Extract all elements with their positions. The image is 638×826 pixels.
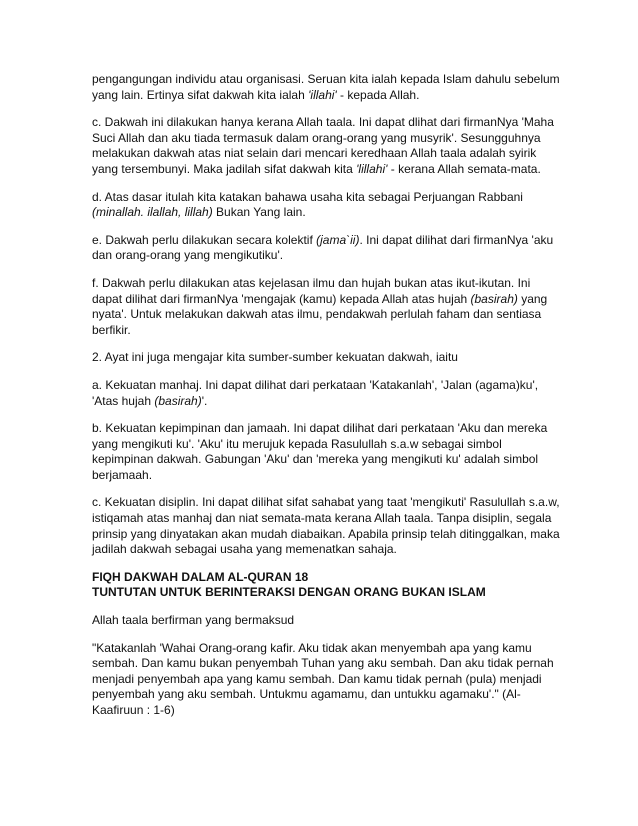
text-segment: b. Kekuatan kepimpinan dan jamaah. Ini dapat dilihat dari perkataan 'Aku dan mereka yang mengikuti ku'. 'Aku' itu merujuk kepada Rasulullah s.a.w sebagai simbol kepimpinan dakwah. Gabungan 'Aku' dan 'mereka yang mengikuti ku' adalah simbol berjamaah. xyxy=(92,421,548,482)
text-segment: 2. Ayat ini juga mengajar kita sumber-sumber kekuatan dakwah, iaitu xyxy=(92,350,458,365)
text-segment: c. Dakwah ini dilakukan hanya kerana Allah taala. Ini dapat dlihat dari firmanNya 'Maha Suci Allah dan aku tiada termasuk dalam orang-orang yang musyrik'. Sesungguhnya melakukan dakwah atas niat selain dari mencari keredhaan Allah taala adalah syirik yang tersembunyi. Maka jadilah sifat dakwah kita xyxy=(92,115,554,176)
paragraph-p2 xyxy=(92,115,562,177)
document-body xyxy=(92,72,562,731)
intro-paragraph: Allah taala berfirman yang bermaksud xyxy=(92,613,295,628)
italic-term: (basirah) xyxy=(154,393,202,408)
text-segment: '. xyxy=(201,393,208,408)
text-segment: - kerana Allah semata-mata. xyxy=(387,161,541,176)
text-segment: c. Kekuatan disiplin. Ini dapat dilihat sifat sahabat yang taat 'mengikuti' Rasulullah s.a.w, istiqamah atas manhaj dan niat semata-mata kerana Allah taala. Tanpa disiplin, segala prinsip yang dinyatakan akan mudah diabaikan. Apabila prinsip telah ditinggalkan, maka jadilah dakwah sebagai usaha yang memenatkan sahaja. xyxy=(92,495,560,557)
quote-paragraph: "Katakanlah 'Wahai Orang-orang kafir. Aku tidak akan menyembah apa yang kamu sembah. Dan kamu bukan penyembah Tuhan yang aku sembah. Dan aku tidak pernah menjadi penyembah apa yang kamu sembah. Dan kamu tidak pernah (pula) menjadi penyembah yang aku sembah. Untukmu agamamu, dan untukku agamaku'." (Al-Kaafiruun : 1-6) xyxy=(92,640,554,717)
text-segment: yang nyata'. Untuk melakukan dakwah atas ilmu, pendakwah perlulah faham dan sentiasa berfikir. xyxy=(92,291,548,337)
text-segment: Bukan Yang lain. xyxy=(212,205,306,220)
text-segment: e. Dakwah perlu dilakukan secara kolektif xyxy=(92,232,317,247)
text-segment: pengangungan individu atau organisasi. Seruan kita ialah kepada Islam dahulu sebelum yang lain. Ertinya sifat dakwah kita ialah xyxy=(92,72,560,102)
paragraph-p5 xyxy=(92,276,562,338)
paragraph-p3 xyxy=(92,190,562,221)
paragraph-p9 xyxy=(92,495,562,557)
paragraph-p7 xyxy=(92,378,562,409)
text-segment: . Ini dapat dilihat dari firmanNya 'aku dan orang-orang yang mengikutiku'. xyxy=(92,232,554,263)
text-segment: a. Kekuatan manhaj. Ini dapat dilihat dari perkataan 'Katakanlah', 'Jalan (agama)ku', 'Atas hujah xyxy=(92,377,539,408)
italic-term: (jama`ii) xyxy=(316,232,360,247)
section-heading-title: FIQH DAKWAH DALAM AL-QURAN 18 xyxy=(92,569,309,584)
paragraph-p4 xyxy=(92,233,562,264)
italic-term: (minallah. ilallah, lillah) xyxy=(92,205,213,220)
italic-term: (basirah) xyxy=(470,291,518,306)
paragraph-group xyxy=(92,72,562,558)
italic-term: 'lillahi' xyxy=(356,161,388,176)
italic-term: 'illahi' xyxy=(308,87,337,102)
section-heading-subtitle: TUNTUTAN UNTUK BERINTERAKSI DENGAN ORANG BUKAN ISLAM xyxy=(92,585,486,600)
paragraph-p8 xyxy=(92,421,562,483)
text-segment: d. Atas dasar itulah kita katakan bahawa usaha kita sebagai Perjuangan Rabbani xyxy=(92,189,523,204)
paragraph-p6 xyxy=(92,350,562,366)
paragraph-p1 xyxy=(92,72,562,103)
text-segment: - kepada Allah. xyxy=(336,87,420,102)
text-segment: f. Dakwah perlu dilakukan atas kejelasan ilmu dan hujah bukan atas ikut-ikutan. Ini dapat dilihat dari firmanNya 'mengajak (kamu) kepada Allah atas hujah xyxy=(92,275,531,306)
